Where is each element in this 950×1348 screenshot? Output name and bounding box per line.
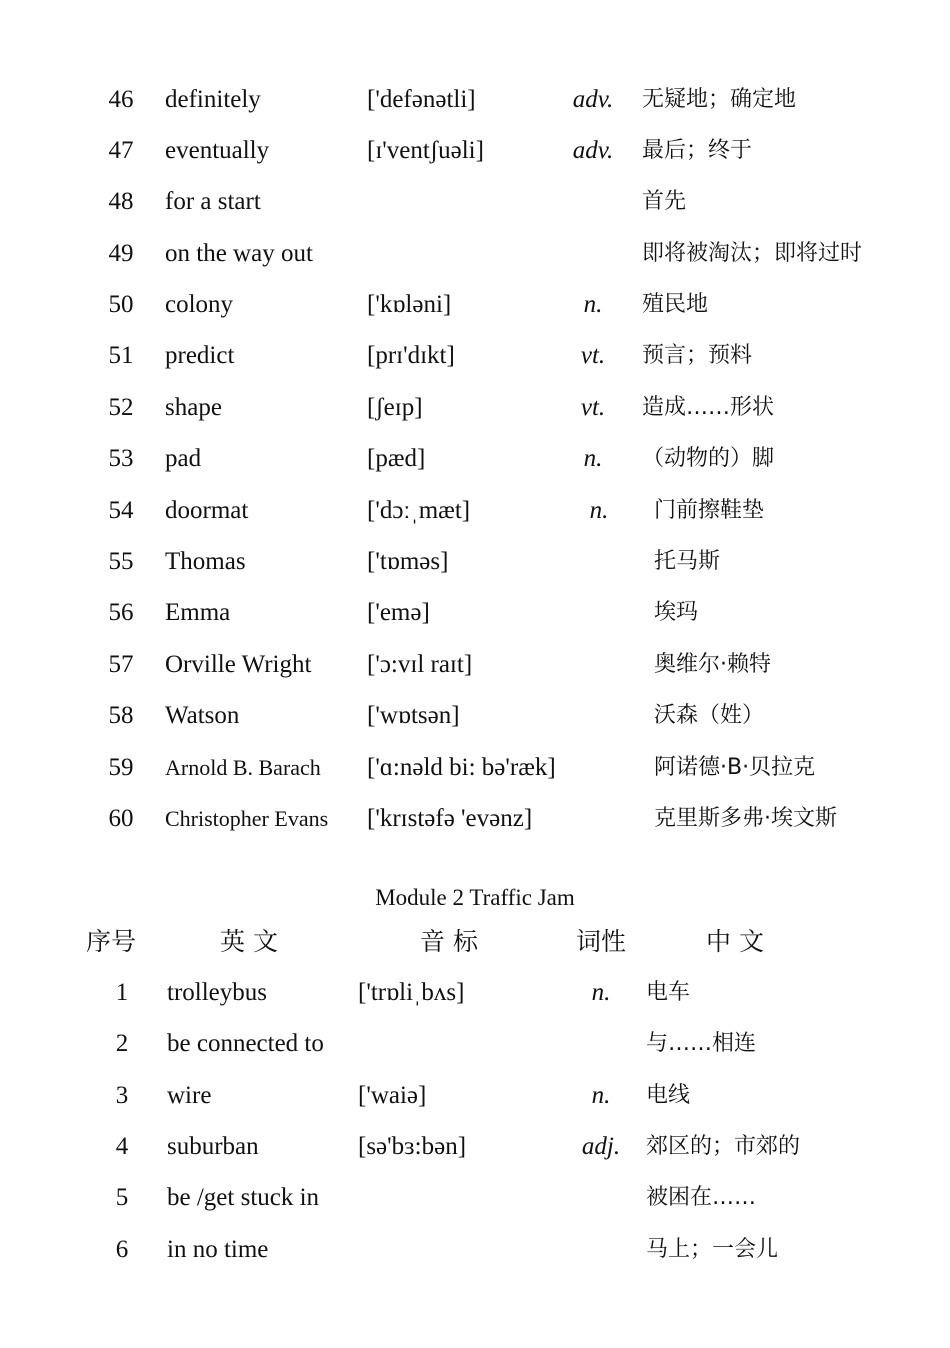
part-of-speech: n. — [591, 979, 611, 1006]
phonetic: ['trɒliˌbʌs] — [358, 979, 465, 1006]
chinese-meaning: 最后；终于 — [642, 138, 753, 163]
english-word: Thomas — [165, 548, 246, 575]
chinese-meaning: 克里斯多弗·埃文斯 — [654, 806, 837, 831]
part-of-speech: vt. — [580, 342, 606, 369]
phonetic: ['defənətli] — [367, 86, 476, 113]
vocab-row — [0, 1230, 950, 1270]
english-word: wire — [167, 1082, 212, 1109]
part-of-speech: n. — [583, 445, 603, 472]
english-word: doormat — [165, 497, 249, 524]
vocab-row — [0, 973, 950, 1013]
chinese-meaning: （动物的）脚 — [642, 446, 775, 471]
chinese-meaning: 阿诺德·B·贝拉克 — [654, 755, 816, 780]
chinese-meaning: 无疑地；确定地 — [642, 87, 797, 112]
chinese-meaning: 奥维尔·赖特 — [654, 652, 771, 677]
vocab-row — [0, 1178, 950, 1218]
phonetic: [ʃeɪp] — [367, 394, 423, 421]
row-number: 2 — [115, 1030, 129, 1057]
vocab-row — [0, 234, 950, 274]
vocab-row — [0, 593, 950, 633]
header-part-of-speech: 词性 — [576, 927, 627, 956]
english-word: definitely — [165, 86, 261, 113]
vocab-row — [0, 542, 950, 582]
row-number: 58 — [108, 702, 134, 729]
row-number: 55 — [108, 548, 134, 575]
part-of-speech: adv. — [572, 86, 614, 113]
chinese-meaning: 造成……形状 — [642, 395, 775, 420]
row-number: 59 — [108, 754, 134, 781]
row-number: 47 — [108, 137, 134, 164]
header-phonetic: 音 标 — [420, 927, 478, 956]
vocab-row — [0, 80, 950, 120]
row-number: 56 — [108, 599, 134, 626]
chinese-meaning: 殖民地 — [642, 292, 709, 317]
chinese-meaning: 与……相连 — [646, 1031, 757, 1056]
english-word: pad — [165, 445, 202, 472]
vocab-row — [0, 1127, 950, 1167]
chinese-meaning: 门前擦鞋垫 — [654, 498, 765, 523]
chinese-meaning: 埃玛 — [654, 600, 699, 625]
row-number: 60 — [108, 805, 134, 832]
chinese-meaning: 电车 — [646, 980, 691, 1005]
chinese-meaning: 被困在…… — [646, 1185, 757, 1210]
phonetic: [pæd] — [367, 445, 426, 472]
row-number: 49 — [108, 240, 134, 267]
row-number: 6 — [115, 1236, 129, 1263]
row-number: 5 — [115, 1184, 129, 1211]
chinese-meaning: 电线 — [646, 1083, 691, 1108]
vocab-row — [0, 1024, 950, 1064]
english-word: colony — [165, 291, 234, 318]
vocab-row — [0, 748, 950, 788]
english-word: on the way out — [165, 240, 313, 267]
row-number: 48 — [108, 188, 134, 215]
chinese-meaning: 郊区的；市郊的 — [646, 1134, 801, 1159]
chinese-meaning: 即将被淘汰；即将过时 — [642, 241, 863, 266]
phonetic: [sə'bɜ:bən] — [358, 1133, 467, 1160]
phonetic: ['krɪstəfə 'evənz] — [367, 805, 533, 832]
phonetic: ['dɔːˌmæt] — [367, 497, 471, 524]
vocab-row — [0, 696, 950, 736]
header-english: 英 文 — [220, 927, 278, 956]
english-word: be connected to — [167, 1030, 324, 1057]
english-word: Emma — [165, 599, 231, 626]
english-word: shape — [165, 394, 222, 421]
phonetic: ['wɒtsən] — [367, 702, 460, 729]
row-number: 46 — [108, 86, 134, 113]
english-word: in no time — [167, 1236, 269, 1263]
row-number: 54 — [108, 497, 134, 524]
chinese-meaning: 沃森（姓） — [654, 703, 765, 728]
english-word: be /get stuck in — [167, 1184, 320, 1211]
part-of-speech: adv. — [572, 137, 614, 164]
chinese-meaning: 预言；预料 — [642, 343, 753, 368]
phonetic: ['ɔ:vɪl raɪt] — [367, 651, 473, 678]
phonetic: ['kɒləni] — [367, 291, 452, 318]
vocab-row — [0, 336, 950, 376]
phonetic: [ɪ'ventʃuəli] — [367, 137, 484, 164]
phonetic: ['tɒməs] — [367, 548, 449, 575]
vocab-row — [0, 645, 950, 685]
phonetic: ['ɑ:nəld bi: bə'ræk] — [367, 754, 556, 781]
row-number: 4 — [115, 1133, 129, 1160]
vocab-row — [0, 491, 950, 531]
vocab-row — [0, 285, 950, 325]
english-word: Christopher Evans — [165, 806, 329, 831]
english-word: trolleybus — [167, 979, 267, 1006]
row-number: 51 — [108, 342, 134, 369]
english-word: Watson — [165, 702, 240, 729]
english-word: eventually — [165, 137, 270, 164]
phonetic: [prɪ'dɪkt] — [367, 342, 455, 369]
english-word: Arnold B. Barach — [165, 755, 321, 780]
row-number: 57 — [108, 651, 134, 678]
vocab-row — [0, 439, 950, 479]
row-number: 3 — [115, 1082, 129, 1109]
header-number: 序号 — [86, 927, 137, 956]
part-of-speech: adj. — [581, 1133, 621, 1160]
english-word: for a start — [165, 188, 261, 215]
part-of-speech: n. — [589, 497, 609, 524]
phonetic: ['waiə] — [358, 1082, 427, 1109]
chinese-meaning: 马上；一会儿 — [646, 1237, 779, 1262]
phonetic: ['emə] — [367, 599, 430, 626]
vocab-row — [0, 1076, 950, 1116]
vocab-row — [0, 388, 950, 428]
row-number: 1 — [115, 979, 129, 1006]
vocab-row — [0, 131, 950, 171]
header-chinese: 中 文 — [706, 927, 764, 956]
row-number: 52 — [108, 394, 134, 421]
part-of-speech: n. — [591, 1082, 611, 1109]
vocab-row — [0, 799, 950, 839]
vocab-row — [0, 182, 950, 222]
row-number: 53 — [108, 445, 134, 472]
part-of-speech: vt. — [580, 394, 606, 421]
part-of-speech: n. — [583, 291, 603, 318]
chinese-meaning: 首先 — [642, 189, 687, 214]
english-word: suburban — [167, 1133, 259, 1160]
chinese-meaning: 托马斯 — [654, 549, 721, 574]
row-number: 50 — [108, 291, 134, 318]
module-title: Module 2 Traffic Jam — [375, 885, 575, 910]
english-word: Orville Wright — [165, 651, 312, 678]
english-word: predict — [165, 342, 235, 369]
